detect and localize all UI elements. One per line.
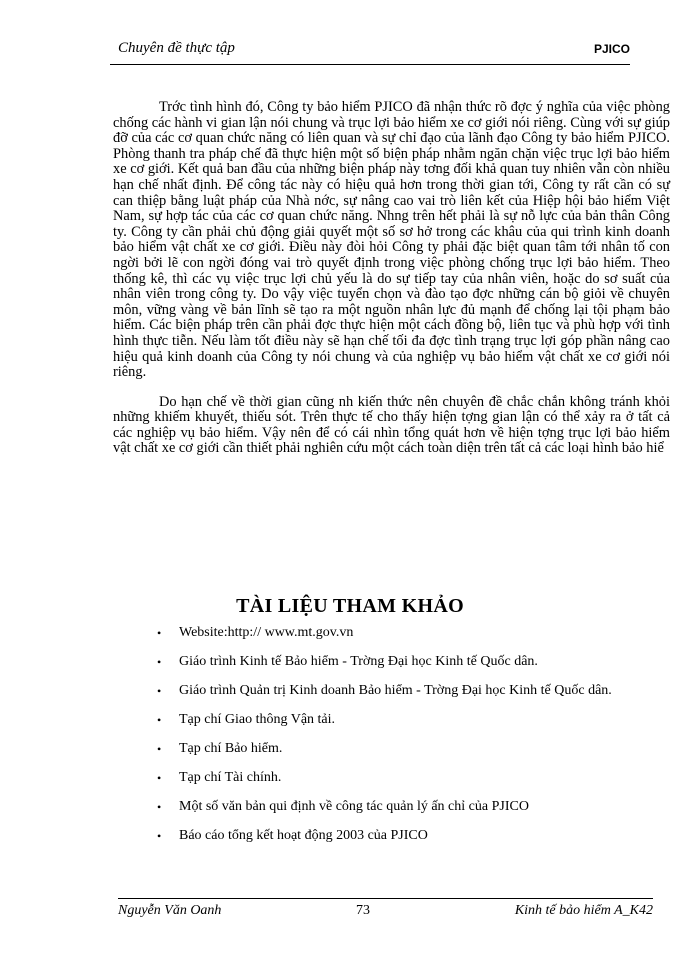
reference-item <box>157 767 657 789</box>
reference-item <box>157 651 657 673</box>
reference-text: Giáo trình Quản trị Kinh doanh Bảo hiểm - Trờng Đại học Kinh tế Quốc dân. <box>179 683 612 698</box>
header-company: PJICO <box>593 42 630 56</box>
bullet-icon: • <box>157 800 162 814</box>
bullet-icon: • <box>157 655 162 669</box>
reference-item <box>157 738 657 760</box>
body-paragraph-1: Trớc tình hình đó, Công ty bảo hiểm PJICO đã nhận thức rõ đợc ý nghĩa của việc phòng chống các hành vi gian lận nói chung và trục lợi bảo hiểm xe cơ giới nói riêng. Cùng với sự giúp đỡ của các cơ quan chức năng có liên quan và sự chỉ đạo của lãnh đạo Công ty bảo hiểm PJICO. Phòng thanh tra pháp chế đã thực hiện một số biện pháp nhằm ngăn chặn việc trục lợi bảo hiểm xe cơ giới. Kết quả ban đầu của những biện pháp này tơng đối khả quan tuy nhiên vẫn còn nhiều hạn chế nhất định. Để công tác này có hiệu quả hơn trong thời gian tới, Công ty rất cần có sự can thiệp bằng luật pháp của Nhà nớc, sự nâng cao vai trò liên kết của Hiệp hội bảo hiểm Việt Nam, sự hợp tác của các cơ quan chức năng. Nhng trên hết phải là sự nỗ lực của bản thân Công ty. Công ty cần phải chủ động giải quyết một số sơ hở trong các khâu của qui trình kinh doanh bảo hiểm vật chất xe cơ giới. Điều này đòi hỏi Công ty phải đặc biệt quan tâm tới nhân tố con ngời bởi lẽ con ngời đóng vai trò quyết định trong việc phòng chống trục lợi bảo hiểm. Theo thống kê, thì các vụ việc trục lợi chủ yếu là do sự tiếp tay của nhân viên, hoặc do sơ suất của nhân viên trong công ty. Do vậy việc tuyển chọn và đào tạo đợc những cán bộ giỏi về chuyên môn, vững vàng về bản lĩnh sẽ tạo ra một nguồn nhân lực đủ mạnh để chống lại tội phạm bảo hiểm. Các biện pháp trên cần phải đợc thực hiện một cách đồng bộ, liên tục và phù hợp với tình hình thực tiễn. Nếu làm tốt điều này sẽ hạn chế tối đa đợc tình trạng trục lợi góp phần nâng cao hiệu quả kinh doanh của Công ty nói chung và của nghiệp vụ bảo hiểm vật chất xe cơ giới nói riêng. <box>113 99 670 381</box>
footer-author: Nguyễn Văn Oanh <box>118 903 222 918</box>
body-paragraph-2: Do hạn chế về thời gian cũng nh kiến thức nên chuyên đề chắc chắn không tránh khỏi những khiếm khuyết, thiếu sót. Trên thực tế cho thấy hiện tợng gian lận có thể xảy ra ở tất cả các nghiệp vụ bảo hiểm. Vậy nên để có cái nhìn tổng quát hơn về hiện tợng trục lợi bảo hiểm vật chất xe cơ giới cần thiết phải nghiên cứu một cách toàn diện trên tất cả các loại hình bảo hiể <box>113 393 670 457</box>
reference-text: Giáo trình Kinh tế Bảo hiểm - Trờng Đại học Kinh tế Quốc dân. <box>179 654 538 669</box>
footer-divider <box>118 898 653 899</box>
reference-text: Website:http:// www.mt.gov.vn <box>179 625 354 640</box>
reference-item <box>157 825 657 847</box>
bullet-icon: • <box>157 684 162 698</box>
reference-item <box>157 796 657 818</box>
references-title: TÀI LIỆU THAM KHẢO <box>236 595 464 617</box>
reference-text: Báo cáo tổng kết hoạt động 2003 của PJICO <box>179 828 428 843</box>
bullet-icon: • <box>157 771 162 785</box>
references-list <box>157 622 657 854</box>
header-divider <box>110 64 630 65</box>
bullet-icon: • <box>157 829 162 843</box>
page-header <box>110 40 630 62</box>
bullet-icon: • <box>157 713 162 727</box>
page-footer <box>118 898 653 926</box>
reference-text: Tạp chí Tài chính. <box>179 770 282 785</box>
reference-text: Tạp chí Giao thông Vận tải. <box>179 712 336 727</box>
footer-class: Kinh tế bảo hiểm A_K42 <box>514 903 653 918</box>
bullet-icon: • <box>157 742 162 756</box>
body-text <box>113 100 670 471</box>
reference-text: Tạp chí Bảo hiểm. <box>179 741 283 756</box>
reference-text: Một số văn bản qui định về công tác quản lý ấn chỉ của PJICO <box>179 799 529 814</box>
reference-item <box>157 680 657 702</box>
bullet-icon: • <box>157 626 162 640</box>
reference-item <box>157 709 657 731</box>
page-number: 73 <box>356 903 370 918</box>
header-title: Chuyên đề thực tập <box>118 40 235 56</box>
reference-item <box>157 622 657 644</box>
